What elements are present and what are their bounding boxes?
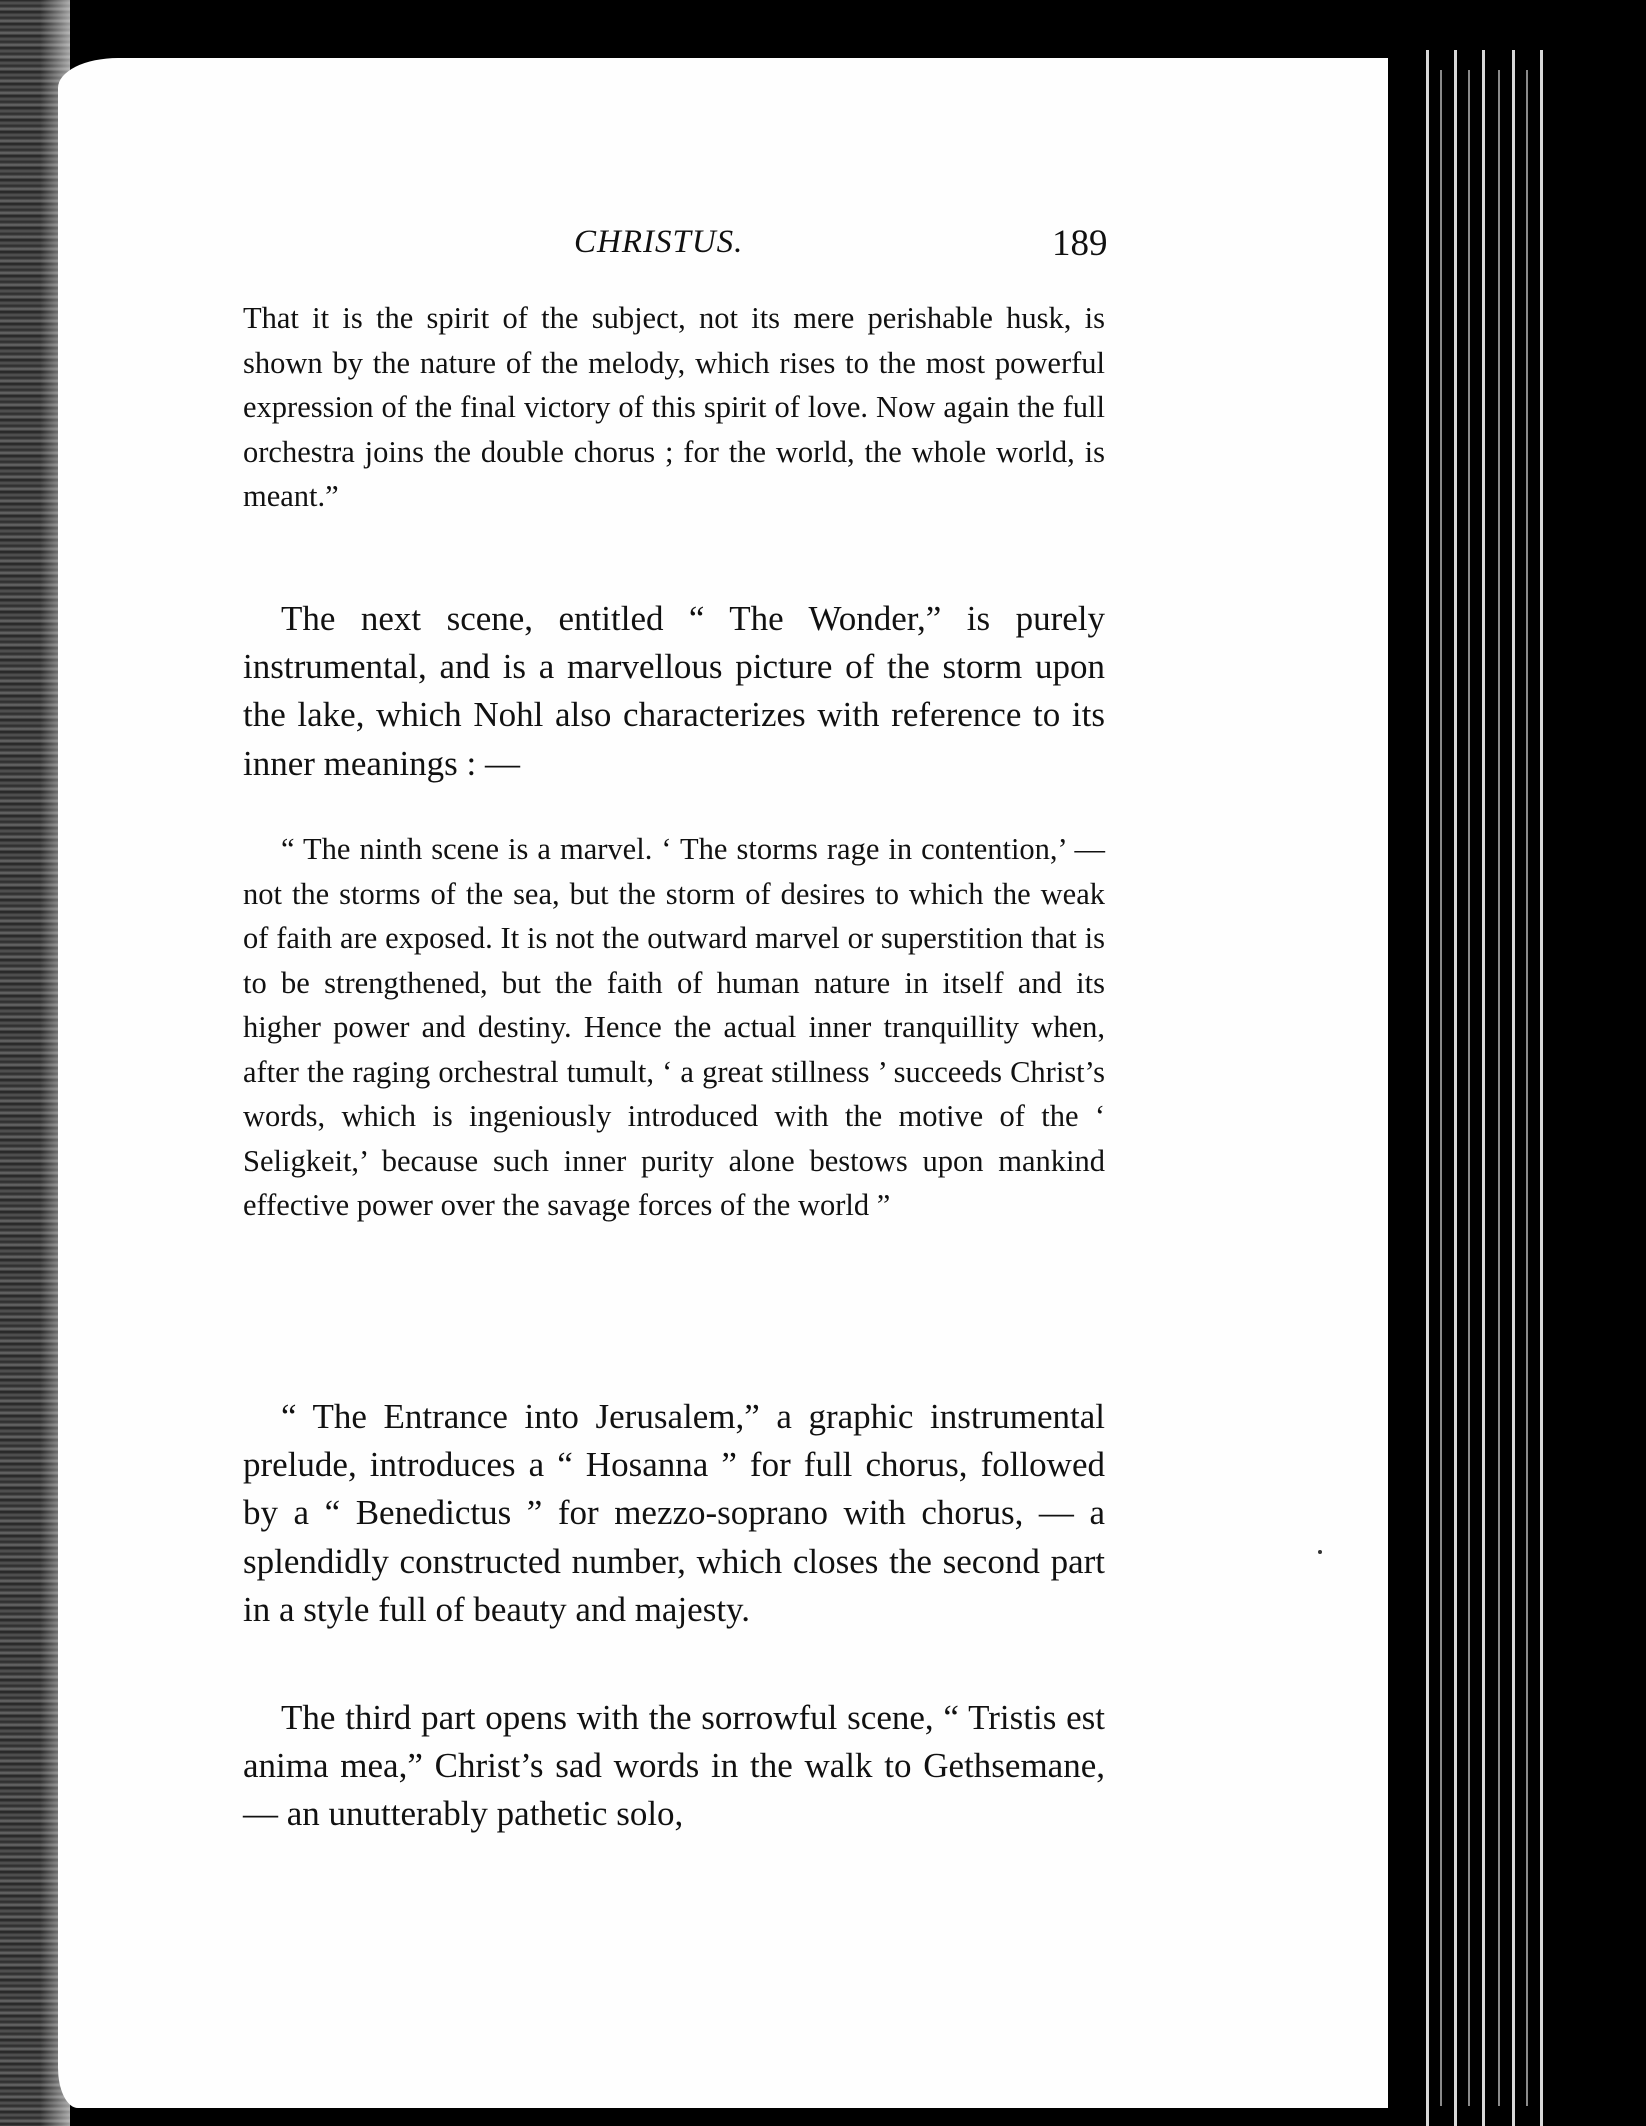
page-edge-line xyxy=(1512,50,1515,2126)
scan-speck xyxy=(1318,1550,1322,1554)
page-edge-line xyxy=(1498,70,1500,2106)
page-edge-line xyxy=(1482,50,1485,2126)
paragraph-the-wonder: The next scene, entitled “ The Wonder,” is purely instrumental, and is a marvellous picture of the storm upon the lake, which Nohl also characterizes with reference to its inner meanings : — xyxy=(243,599,1105,783)
page-edge-line xyxy=(1426,50,1429,2126)
running-title: CHRISTUS. xyxy=(574,224,744,260)
paragraph-third-part: The third part opens with the sorrowful scene, “ Tristis est anima mea,” Christ’s sad words in the walk to Gethsemane, — an unutterably pathetic solo, xyxy=(243,1698,1105,1834)
paragraph-nohl-quote: “ The ninth scene is a marvel. ‘ The storms rage in contention,’ — not the storms of the sea, but the storm of desires to which the weak of faith are exposed. It is not the outward marvel or superstition that is to be strengthened, but the faith of human nature in itself and its higher power and destiny. Hence the actual inner tranquillity when, after the raging orchestral tumult, ‘ a great stillness ’ succeeds Christ’s words, which is ingeniously introduced with the motive of the ‘ Seligkeit,’ because such inner purity alone bestows upon mankind effective power over the savage forces of the world ” xyxy=(243,832,1105,1222)
page-edge-line xyxy=(1468,70,1470,2106)
paragraph-quote-end: That it is the spirit of the subject, not its mere perishable husk, is shown by the nature of the melody, which rises to the most powerful expression of the final victory of this spirit of love. Now again the full orchestra joins the double chorus ; for the world, the whole world, is meant.” xyxy=(243,301,1105,513)
page-edge-line xyxy=(1540,50,1543,2126)
paragraph-entrance-jerusalem: “ The Entrance into Jerusalem,” a graphic instrumental prelude, introduces a “ Hosanna ” for full chorus, followed by a “ Benedictus ” for mezzo-soprano with chorus, — a splendidly constructed number, which closes the second part in a style full of beauty and majesty. xyxy=(243,1397,1105,1629)
page-stack-edges xyxy=(1388,40,1646,2126)
page-edge-line xyxy=(1454,50,1457,2126)
page-edge-line xyxy=(1440,70,1442,2106)
page-edge-line xyxy=(1526,70,1528,2106)
page-number: 189 xyxy=(1052,223,1108,264)
